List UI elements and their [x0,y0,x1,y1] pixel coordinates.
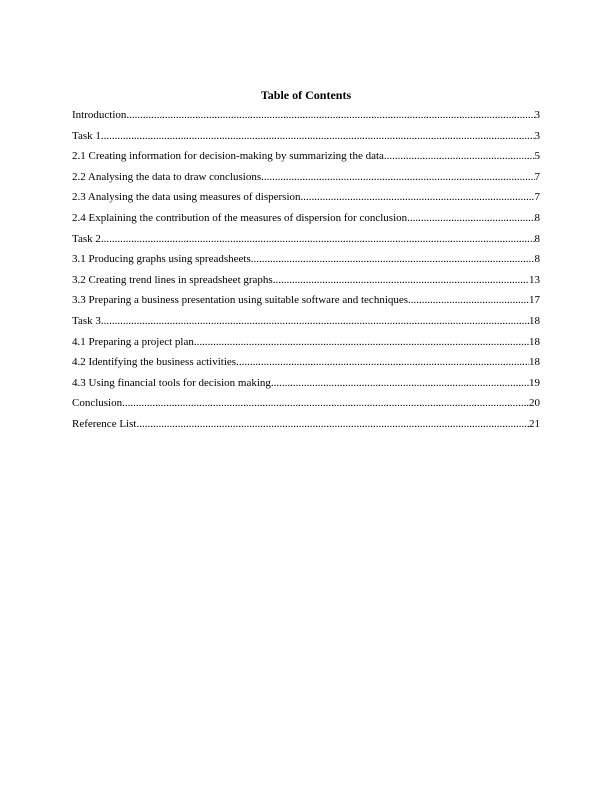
dot-leader [407,211,534,225]
toc-entry-page-number: 7 [534,170,540,183]
toc-entry-label: 4.1 Preparing a project plan [72,335,194,348]
toc-entry-2-1[interactable] [72,149,540,170]
dot-leader [101,232,535,246]
dot-leader [384,149,535,163]
dot-leader [126,108,534,122]
toc-entry-label: Task 2 [72,232,101,245]
toc-entry-conclusion[interactable] [72,396,540,417]
toc-entry-page-number: 7 [534,191,540,204]
toc-entry-3-1[interactable] [72,252,540,273]
toc-entry-page-number: 3 [534,129,540,142]
toc-entry-page-number: 18 [529,356,540,369]
toc-entry-page-number: 18 [529,335,540,348]
toc-entry-2-4[interactable] [72,211,540,232]
toc-entry-2-2[interactable] [72,170,540,191]
toc-entry-4-1[interactable] [72,335,540,356]
toc-entry-label: 4.3 Using financial tools for decision making [72,376,271,389]
dot-leader [261,170,534,184]
toc-entry-task-1[interactable] [72,129,540,150]
dot-leader [136,417,529,431]
toc-entry-label: 2.1 Creating information for decision-making by summarizing the data [72,150,384,163]
toc-entry-page-number: 20 [529,397,540,410]
toc-entry-label: Task 3 [72,314,101,327]
toc-entry-3-3[interactable] [72,293,540,314]
toc-entry-3-2[interactable] [72,273,540,294]
dot-leader [122,396,529,410]
dot-leader [271,376,529,390]
toc-entry-label: 3.2 Creating trend lines in spreadsheet graphs [72,273,273,286]
toc-entry-page-number: 18 [529,314,540,327]
dot-leader [408,293,529,307]
dot-leader [101,129,535,143]
toc-entry-task-3[interactable] [72,314,540,335]
toc-entry-label: Introduction [72,109,127,121]
toc-list [72,108,540,438]
toc-entry-page-number: 21 [529,417,540,430]
toc-entry-introduction[interactable] [72,108,540,129]
toc-entry-page-number: 8 [534,211,540,224]
toc-entry-label: 3.3 Preparing a business presentation using suitable software and techniques [72,294,409,307]
toc-entry-task-2[interactable] [72,232,540,253]
toc-entry-page-number: 3 [534,109,540,121]
dot-leader [301,190,535,204]
toc-entry-page-number: 13 [529,273,540,286]
dot-leader [236,355,529,369]
toc-entry-page-number: 19 [529,376,540,389]
toc-entry-label: 2.4 Explaining the contribution of the measures of dispersion for conclusion [72,211,408,224]
toc-entry-label: 3.1 Producing graphs using spreadsheets [72,253,251,266]
toc-entry-reference-list[interactable] [72,417,540,438]
toc-entry-page-number: 8 [534,232,540,245]
toc-entry-label: Reference List [72,417,137,430]
toc-entry-label: Task 1 [72,129,101,142]
toc-entry-2-3[interactable] [72,190,540,211]
dot-leader [101,314,529,328]
dot-leader [273,273,529,287]
toc-entry-label: Conclusion [72,397,123,410]
toc-entry-label: 4.2 Identifying the business activities [72,356,237,369]
dot-leader [194,335,529,349]
toc-entry-4-3[interactable] [72,376,540,397]
toc-entry-label: 2.2 Analysing the data to draw conclusions [72,170,262,183]
toc-entry-4-2[interactable] [72,355,540,376]
toc-entry-label: 2.3 Analysing the data using measures of dispersion [72,191,301,204]
toc-entry-page-number: 8 [534,253,540,266]
toc-entry-page-number: 17 [529,294,540,307]
toc-entry-page-number: 5 [534,150,540,163]
toc-title: Table of Contents [260,88,352,102]
dot-leader [251,252,535,266]
